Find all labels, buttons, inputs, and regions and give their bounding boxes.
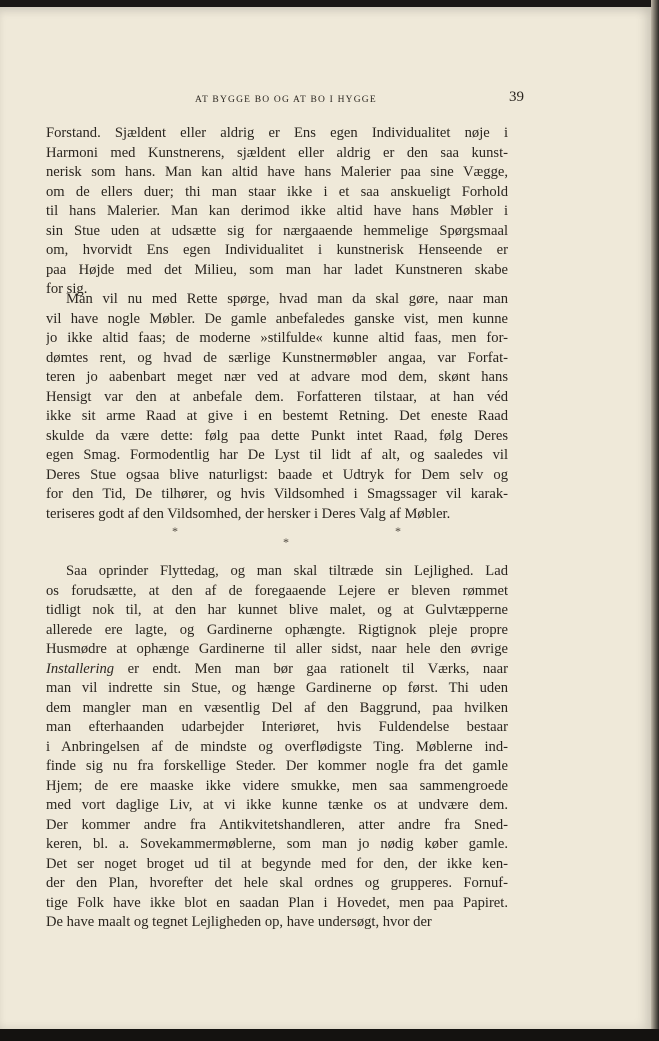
text-line: keren, bl. a. Sovekammermøblerne, som man jo nødig køber gamle. <box>46 836 508 852</box>
text-line: Der kommer andre fra Antikvitetshandleren, atter andre fra Sned- <box>46 816 508 833</box>
text-line-rest: er endt. Men man bør gaa rationelt til Værks, naar <box>114 660 508 677</box>
text-line: os forudsætte, at den af de foregaaende Lejere er bleven rømmet <box>46 582 508 599</box>
text-line: om, hvorvidt Ens egen Individualitet i kunstnerisk Henseende er <box>46 242 508 258</box>
text-line: tidligt nok til, at den har kunnet blive malet, og at Gulvtæpperne <box>46 602 508 618</box>
text-line: man efterhaanden udarbejder Interiøret, hvis Fuldendelse bestaar <box>46 719 508 735</box>
text-line: teriseres godt af den Vildsomhed, der hersker i Deres Valg af Møbler. <box>46 505 451 522</box>
running-head: AT BYGGE BO OG AT BO I HYGGE <box>195 95 377 105</box>
paragraph-2 <box>46 290 508 524</box>
text-line: Man vil nu med Rette spørge, hvad man da skal gøre, naar man <box>66 291 508 307</box>
asterism-right: * <box>395 524 401 538</box>
text-line: vil have nogle Møbler. De gamle anbefaledes ganske vist, men kunne <box>46 310 508 327</box>
text-line: Hensigt var den at anbefale dem. Forfatteren tilstaar, at han véd <box>46 388 508 405</box>
text-line: skulde da være dette: følg paa dette Punkt intet Raad, følg Deres <box>46 427 508 444</box>
text-line: om de ellers duer; thi man staar ikke i et saa anskueligt Forhold <box>46 183 508 200</box>
text-line: egen Smag. Formodentlig har De Lyst til lidt af alt, og saaledes vil <box>46 447 508 463</box>
asterism-left: * <box>172 524 178 538</box>
text-line: tige Folk have ikke blot en saadan Plan i Hovedet, men paa Papiret. <box>46 894 508 911</box>
text-line: ikke sit arme Raad at give i en bestemt Retning. Det eneste Raad <box>46 408 508 424</box>
text-line: med vort daglige Liv, at vi ikke kunne tænke os at undvære dem. <box>46 797 508 813</box>
page-header <box>0 89 651 109</box>
text-line: sin Stue uden at udsætte sig for nærgaaende hemmelige Spørgsmaal <box>46 222 508 239</box>
scan-border <box>0 1029 659 1041</box>
text-line: i Anbringelsen af de mindste og overflødigste Ting. Møblerne ind- <box>46 738 508 755</box>
book-page <box>0 7 651 1029</box>
text-line: jo ikke altid faas; de moderne »stilfulde« kunne altid faas, men for- <box>46 330 508 346</box>
text-line: for sig. <box>46 281 88 297</box>
text-line: til hans Malerier. Man kan derimod ikke altid have hans Møbler i <box>46 203 508 219</box>
text-line: paa Højde med det Milieu, som man har ladet Kunstneren skabe <box>46 261 508 278</box>
italic-term: Installering <box>46 660 115 677</box>
text-line: dem mangler man en væsentlig Del af den Baggrund, paa hvilken <box>46 699 508 716</box>
paragraph-1 <box>46 124 508 300</box>
text-line: dømtes rent, og hvad de særlige Kunstnermøbler angaa, var Forfat- <box>46 349 508 366</box>
paragraph-3 <box>46 562 508 933</box>
asterism-center: * <box>283 535 289 549</box>
page-edge <box>651 0 659 1041</box>
text-line: for den Tid, De tilhører, og hvis Vildsomhed i Smagssager vil karak- <box>46 486 508 502</box>
text-line: man vil indrette sin Stue, og hænge Gardinerne op først. Thi uden <box>46 680 508 696</box>
text-line: allerede ere lagte, og Gardinerne ophængte. Rigtignok pleje propre <box>46 621 508 638</box>
text-line: der den Plan, hvorefter det hele skal ordnes og grupperes. Fornuf- <box>46 875 508 891</box>
page-number: 39 <box>509 89 524 105</box>
text-line: Forstand. Sjældent eller aldrig er Ens egen Individualitet nøje i <box>46 125 508 141</box>
text-line: Det ser noget broget ud til at begynde med for den, der ikke ken- <box>46 855 508 872</box>
text-line: finde sig nu fra forskellige Steder. Der kommer nogle fra det gamle <box>46 758 508 774</box>
text-line <box>46 660 508 680</box>
text-line: De have maalt og tegnet Lejligheden op, have undersøgt, hvor der <box>46 914 432 930</box>
text-line: Deres Stue ogsaa blive naturligst: baade et Udtryk for Dem selv og <box>46 466 508 483</box>
text-line: Husmødre at ophænge Gardinerne til aller sidst, naar hele den øvrige <box>46 641 508 657</box>
text-line: nerisk som hans. Man kan altid have hans Malerier paa sine Vægge, <box>46 164 508 180</box>
text-line: Saa oprinder Flyttedag, og man skal tiltræde sin Lejlighed. Lad <box>66 563 508 579</box>
text-line: Hjem; de ere maaske ikke videre smukke, men saa sammengroede <box>46 777 508 794</box>
text-line: teren jo aabenbart meget nær ved at advare mod dem, skønt hans <box>46 369 508 385</box>
text-line: Harmoni med Kunstnerens, sjældent eller aldrig er den saa kunst- <box>46 144 508 161</box>
